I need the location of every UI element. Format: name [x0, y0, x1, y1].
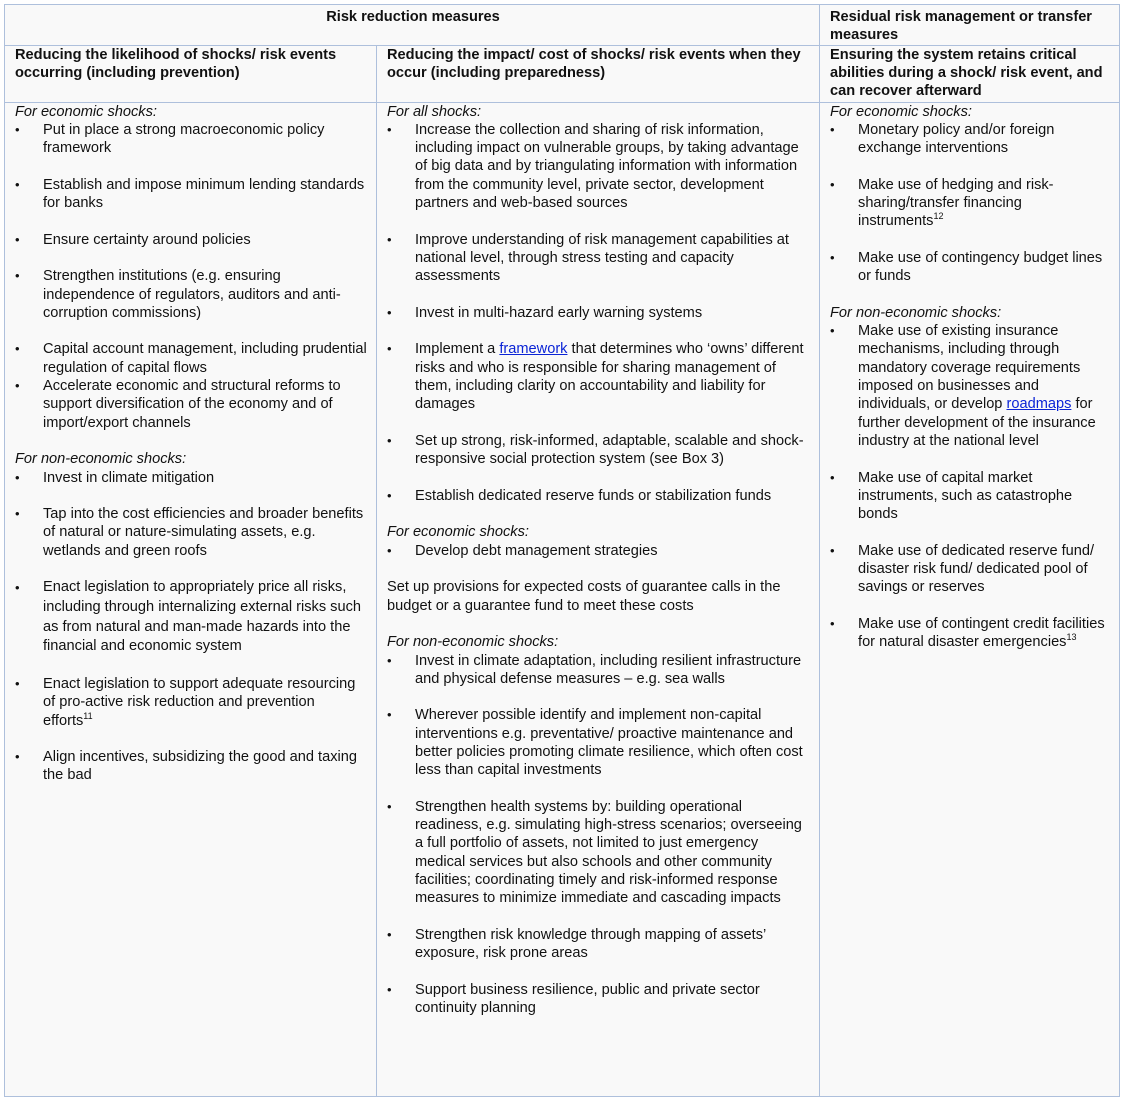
list-item: • Wherever possible identify and implement non-capital interventions e.g. preventative/ proactive maintenance and better policies promoting climate resilience, which often cost less than capital investments — [387, 706, 811, 779]
framework-link[interactable]: framework — [499, 341, 568, 358]
footnote-ref: 12 — [933, 211, 944, 222]
list-item — [830, 322, 1111, 450]
list-item: • Tap into the cost efficiencies and broader benefits of natural or nature-simulating assets, e.g. wetlands and green roofs — [15, 505, 368, 560]
col3-noneconomic-label: For non-economic shocks: — [830, 304, 1002, 321]
list-item: • Strengthen risk knowledge through mapping of assets’ exposure, risk prone areas — [387, 926, 811, 963]
list-item-text: Implement a — [415, 341, 500, 358]
list-item: • Develop debt management strategies — [387, 542, 811, 560]
risk-measures-table — [4, 4, 1120, 1097]
col2-economic-list — [387, 542, 811, 560]
header-risk-reduction: Risk reduction measures — [5, 5, 820, 46]
list-item-text: Make use of existing insurance mechanisms, including through mandatory coverage requirements imposed on businesses and individuals, or develop — [858, 323, 1081, 413]
col3-noneconomic-list — [830, 322, 1111, 651]
list-item: • Enact legislation to appropriately price all risks, including through internalizing external risks such as from natural and man-made hazards into the financial and economic system — [15, 578, 368, 656]
list-item: • Monetary policy and/or foreign exchange interventions — [830, 121, 1111, 158]
col2-provisions-text: Set up provisions for expected costs of guarantee calls in the budget or a guarantee fund to meet these costs — [387, 579, 781, 614]
list-item: • Make use of capital market instruments, such as catastrophe bonds — [830, 469, 1111, 524]
col3-economic-list — [830, 121, 1111, 286]
list-item: • Establish and impose minimum lending standards for banks — [15, 176, 368, 213]
list-item — [830, 176, 1111, 231]
col1-noneconomic-label: For non-economic shocks: — [15, 451, 187, 468]
list-item: • Put in place a strong macroeconomic policy framework — [15, 121, 368, 158]
list-item — [830, 615, 1111, 652]
list-item: • Invest in climate adaptation, including resilient infrastructure and physical defense measures – e.g. sea walls — [387, 652, 811, 689]
col2-cell — [377, 102, 820, 1096]
body-row — [5, 102, 1120, 1096]
list-item: • Ensure certainty around policies — [15, 231, 368, 249]
col1-economic-list — [15, 121, 368, 432]
list-item: • Make use of contingency budget lines or funds — [830, 249, 1111, 286]
list-item: • Capital account management, including prudential regulation of capital flows — [15, 340, 368, 377]
header-row-top — [5, 5, 1120, 46]
list-item-text: that determines who ‘owns’ different risks and who is responsible for sharing management of them, including clarity on accountability and liability for damages — [415, 341, 804, 413]
list-item: • Invest in climate mitigation — [15, 469, 368, 487]
list-item: • Strengthen institutions (e.g. ensuring independence of regulators, auditors and anti-corruption commissions) — [15, 267, 368, 322]
header-col2: Reducing the impact/ cost of shocks/ risk events when they occur (including preparedness) — [377, 45, 820, 102]
col1-cell — [5, 102, 377, 1096]
list-item — [387, 340, 811, 413]
list-item-text: Make use of hedging and risk-sharing/transfer financing instruments — [858, 176, 1054, 230]
header-row-sub — [5, 45, 1120, 102]
list-item: • Increase the collection and sharing of risk information, including impact on vulnerable groups, by taking advantage of big data and by triangulating information with information from the community level, private sector, development partners and web-based sources — [387, 121, 811, 212]
list-item: • Align incentives, subsidizing the good and taxing the bad — [15, 748, 368, 785]
list-item: • Establish dedicated reserve funds or stabilization funds — [387, 487, 811, 505]
footnote-ref: 11 — [83, 710, 93, 721]
col2-all-label: For all shocks: — [387, 103, 482, 120]
roadmaps-link[interactable]: roadmaps — [1006, 396, 1072, 413]
col2-noneconomic-label: For non-economic shocks: — [387, 634, 559, 651]
list-item-text: Enact legislation to support adequate resourcing of pro-active risk reduction and prevention efforts — [43, 675, 356, 729]
col2-all-list — [387, 121, 811, 505]
list-item-text: for further development of the insurance industry at the national level — [858, 396, 1096, 449]
list-item: • Make use of dedicated reserve fund/ disaster risk fund/ dedicated pool of savings or reserves — [830, 542, 1111, 597]
col1-noneconomic-list — [15, 469, 368, 785]
list-item — [15, 675, 368, 730]
list-item: • Accelerate economic and structural reforms to support diversification of the economy and of import/export channels — [15, 377, 368, 432]
footnote-ref: 13 — [1066, 632, 1077, 643]
col1-economic-label: For economic shocks: — [15, 103, 157, 120]
header-col3: Ensuring the system retains critical abilities during a shock/ risk event, and can recover afterward — [820, 45, 1120, 102]
header-residual: Residual risk management or transfer measures — [820, 5, 1120, 46]
list-item-text: Make use of contingent credit facilities for natural disaster emergencies — [858, 615, 1105, 651]
col2-economic-label: For economic shocks: — [387, 524, 529, 541]
header-col1: Reducing the likelihood of shocks/ risk events occurring (including prevention) — [5, 45, 377, 102]
col3-cell — [820, 102, 1120, 1096]
list-item: • Improve understanding of risk management capabilities at national level, through stress testing and capacity assessments — [387, 231, 811, 286]
col2-noneconomic-list — [387, 652, 811, 1018]
col3-economic-label: For economic shocks: — [830, 103, 972, 120]
list-item: • Support business resilience, public and private sector continuity planning — [387, 981, 811, 1018]
list-item: • Set up strong, risk-informed, adaptable, scalable and shock-responsive social protection system (see Box 3) — [387, 432, 811, 469]
list-item: • Invest in multi-hazard early warning systems — [387, 304, 811, 322]
list-item: • Strengthen health systems by: building operational readiness, e.g. simulating high-stress scenarios; overseeing a full portfolio of assets, not limited to just emergency medical services but also schools and other community facilities; coordinating timely and risk-informed response measures to minimize immediate and cascading impacts — [387, 798, 811, 908]
